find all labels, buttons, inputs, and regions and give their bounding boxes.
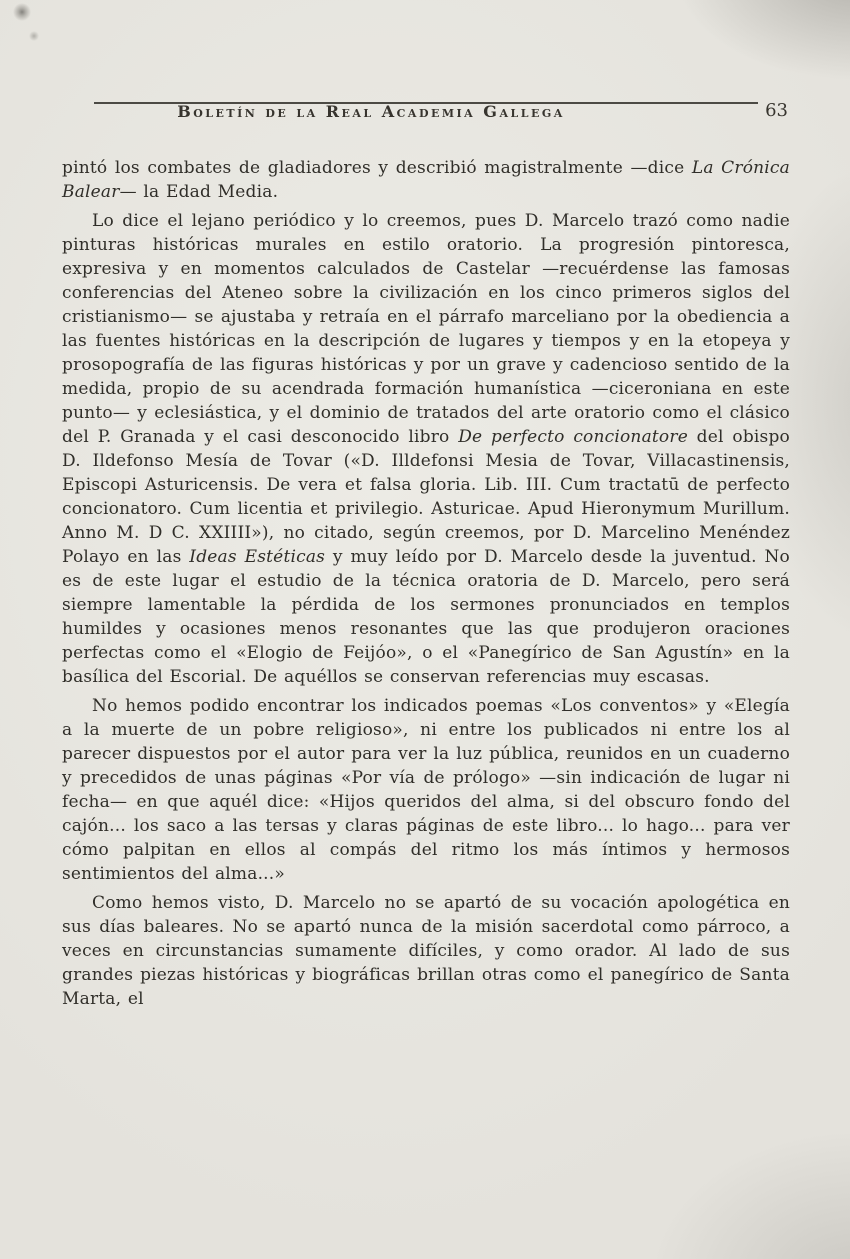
text-run: — la Edad Media. xyxy=(119,182,279,202)
journal-title: Boletín de la Real Academia Gallega xyxy=(177,102,565,121)
paragraph xyxy=(62,209,790,689)
italic-text-run: Ideas Estéticas xyxy=(189,547,326,567)
text-run: pintó los combates de gladiadores y describió magistralmente —dice xyxy=(62,158,692,178)
italic-text-run: De perfecto concionatore xyxy=(458,427,688,447)
italic-text-run: La Crónica Balear xyxy=(62,158,790,202)
page-content xyxy=(62,76,790,1016)
text-run: del obispo D. Ildefonso Mesía de Tovar («D. Illdefonsi Mesia de Tovar, Villacastinensis, Episcopi Asturicensis. De vera et falsa gloria. Lib. III. Cum tractatū de perfecto concionatoro. Cum licentia et privilegio. Asturicae. Apud Hieronymum Murillum. Anno M. D C. XXIIII»), no citado, según creemos, por D. Marcelino Menéndez Polayo en las xyxy=(62,427,790,567)
text-run: Como hemos visto, D. Marcelo no se apartó de su vocación apologética en sus días baleares. No se apartó nunca de la misión sacerdotal como párroco, a veces en circunstancias sumamente difíciles, y como orador. Al lado de sus grandes piezas históricas y biográficas brillan otras como el panegírico de Santa Marta, el xyxy=(62,893,790,1009)
paragraph xyxy=(62,156,790,204)
text-run: y muy leído por D. Marcelo desde la juventud. No es de este lugar el estudio de la técnica oratoria de D. Marcelo, pero será siempre lamentable la pérdida de los sermones pronunciados en templos humildes y ocasiones menos resonantes que las que produjeron oraciones perfectas como el «Elogio de Feijóo», o el «Panegírico de San Agustín» en la basílica del Escorial. De aquéllos se conservan referencias muy escasas. xyxy=(62,547,790,687)
page-number: 63 xyxy=(765,100,788,121)
text-run: No hemos podido encontrar los indicados poemas «Los conventos» y «Elegía a la muerte de un pobre religioso», ni entre los publicados ni entre los al parecer dispuestos por el autor para ver la luz pública, reunidos en un cuaderno y precedidos de unas páginas «Por vía de prólogo» —sin indicación de lugar ni fecha— en que aquél dice: «Hijos queridos del alma, si del obscuro fondo del cajón... los saco a las tersas y claras páginas de este libro... lo hago... para ver cómo palpitan en ellos al compás del ritmo los más íntimos y hermosos sentimientos del alma...» xyxy=(62,696,790,884)
page-header xyxy=(62,102,790,128)
paragraph xyxy=(62,694,790,886)
paragraph xyxy=(62,891,790,1011)
page-body xyxy=(62,156,790,1011)
text-run: Lo dice el lejano periódico y lo creemos, pues D. Marcelo trazó como nadie pinturas históricas murales en estilo oratorio. La progresión pintoresca, expresiva y en momentos calculados de Castelar —recuérdense las famosas conferencias del Ateneo sobre la civilización en los cinco primeros siglos del cristianismo— se ajustaba y retraía en el párrafo marceliano por la obediencia a las fuentes históricas en la descripción de lugares y tiempos y en la etopeya y prosopografía de las figuras históricas y por un grave y cadencioso sentido de la medida, propio de su acendrada formación humanística —ciceroniana en este punto— y eclesiástica, y el dominio de tratados del arte oratorio como el clásico del P. Granada y el casi desconocido libro xyxy=(62,211,790,447)
